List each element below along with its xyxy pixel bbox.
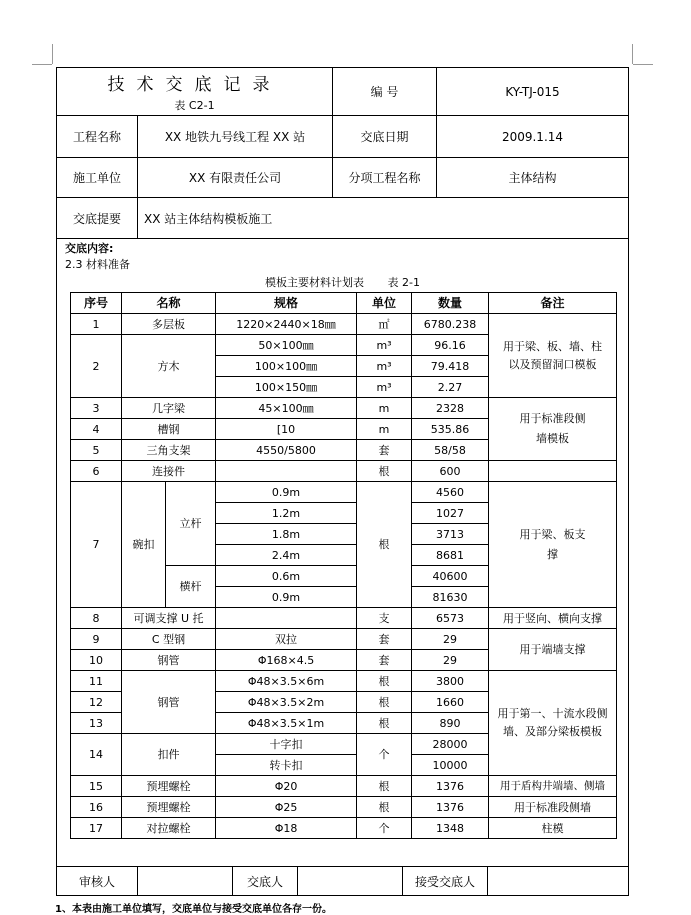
material-spec: 双拉 xyxy=(216,629,357,650)
material-unit: 支 xyxy=(357,608,412,629)
material-spec: 十字扣 xyxy=(216,734,357,755)
material-qty: 2328 xyxy=(412,398,489,419)
material-spec: 2.4m xyxy=(216,545,357,566)
row-number: 6 xyxy=(71,461,122,482)
receiver-signature xyxy=(487,867,628,895)
material-qty: 890 xyxy=(412,713,489,734)
row-number: 5 xyxy=(71,440,122,461)
material-qty: 6573 xyxy=(412,608,489,629)
material-name: 钢管 xyxy=(122,671,216,734)
reviewer-signature xyxy=(137,867,232,895)
col-header: 备注 xyxy=(489,293,617,314)
table-row xyxy=(71,461,617,482)
material-spec: Φ48×3.5×2m xyxy=(216,692,357,713)
row-number: 17 xyxy=(71,818,122,839)
material-spec: Φ48×3.5×6m xyxy=(216,671,357,692)
material-spec: 4550/5800 xyxy=(216,440,357,461)
material-spec xyxy=(216,461,357,482)
material-name: 几字梁 xyxy=(122,398,216,419)
signature-row xyxy=(57,866,628,895)
material-remark: 用于第一、十流水段侧墙、及部分梁板模板 xyxy=(489,671,617,776)
row-number: 15 xyxy=(71,776,122,797)
material-unit: 套 xyxy=(357,440,412,461)
material-spec: Φ168×4.5 xyxy=(216,650,357,671)
company-row xyxy=(57,158,628,198)
material-unit: m³ xyxy=(357,356,412,377)
material-spec: 1.2m xyxy=(216,503,357,524)
row-number: 11 xyxy=(71,671,122,692)
subproject-value: 主体结构 xyxy=(436,158,628,197)
col-header: 数量 xyxy=(412,293,489,314)
material-spec: 0.6m xyxy=(216,566,357,587)
material-spec: Φ18 xyxy=(216,818,357,839)
material-spec: 100×100㎜ xyxy=(216,356,357,377)
subproject-label: 分项工程名称 xyxy=(332,158,436,197)
material-spec: 0.9m xyxy=(216,482,357,503)
material-spec: [10 xyxy=(216,419,357,440)
material-qty: 10000 xyxy=(412,755,489,776)
project-label: 工程名称 xyxy=(72,130,121,144)
material-qty: 1376 xyxy=(412,797,489,818)
material-name: 预埋螺栓 xyxy=(122,797,216,818)
company-label: 施工单位 xyxy=(72,171,121,185)
material-unit: m³ xyxy=(357,377,412,398)
col-header: 单位 xyxy=(357,293,412,314)
material-unit: 根 xyxy=(357,692,412,713)
material-spec: Φ20 xyxy=(216,776,357,797)
material-qty: 40600 xyxy=(412,566,489,587)
material-remark: 柱模 xyxy=(489,818,617,839)
col-header: 名称 xyxy=(122,293,216,314)
material-qty: 96.16 xyxy=(412,335,489,356)
material-name: 预埋螺栓 xyxy=(122,776,216,797)
material-qty: 1660 xyxy=(412,692,489,713)
table-row xyxy=(71,398,617,419)
material-remark: 用于竖向、横向支撑 xyxy=(489,608,617,629)
page-title: 技术交底记录 xyxy=(107,75,282,95)
row-number: 13 xyxy=(71,713,122,734)
record-form xyxy=(56,67,629,896)
form-number: 表 C2-1 xyxy=(174,99,215,112)
material-subname: 横杆 xyxy=(166,566,216,608)
material-spec: 50×100㎜ xyxy=(216,335,357,356)
date-value: 2009.1.14 xyxy=(436,116,628,157)
row-number: 12 xyxy=(71,692,122,713)
row-number: 2 xyxy=(71,335,122,398)
material-remark: 用于标准段侧墙模板 xyxy=(489,398,617,461)
table-row xyxy=(71,818,617,839)
row-number: 14 xyxy=(71,734,122,776)
company-value: XX 有限责任公司 xyxy=(137,158,332,197)
material-unit: m xyxy=(357,398,412,419)
row-number: 4 xyxy=(71,419,122,440)
material-name: 连接件 xyxy=(122,461,216,482)
material-qty: 3713 xyxy=(412,524,489,545)
project-value: XX 地铁九号线工程 XX 站 xyxy=(137,116,332,157)
code-value: KY-TJ-015 xyxy=(436,68,628,115)
project-row xyxy=(57,116,628,158)
material-remark: 用于盾构井端墙、侧墙 xyxy=(489,776,617,797)
material-unit: m³ xyxy=(357,335,412,356)
col-header: 序号 xyxy=(71,293,122,314)
table-header-row xyxy=(71,293,617,314)
material-name: 方木 xyxy=(122,335,216,398)
material-qty: 81630 xyxy=(412,587,489,608)
material-remark xyxy=(489,461,617,482)
material-unit: 根 xyxy=(357,671,412,692)
row-number: 3 xyxy=(71,398,122,419)
row-number: 16 xyxy=(71,797,122,818)
material-spec: 转卡扣 xyxy=(216,755,357,776)
table-row xyxy=(71,629,617,650)
material-qty: 79.418 xyxy=(412,356,489,377)
material-unit: ㎡ xyxy=(357,314,412,335)
code-label: 编 号 xyxy=(332,68,436,115)
table-row xyxy=(71,671,617,692)
material-remark: 用于梁、板、墙、柱以及预留洞口模板 xyxy=(489,314,617,398)
reviewer-label: 审核人 xyxy=(78,874,115,889)
material-spec: 0.9m xyxy=(216,587,357,608)
material-spec: 1220×2440×18㎜ xyxy=(216,314,357,335)
material-unit: m xyxy=(357,419,412,440)
material-name: C 型钢 xyxy=(122,629,216,650)
table-row xyxy=(71,482,617,503)
corner-mark xyxy=(632,44,633,64)
material-qty: 4560 xyxy=(412,482,489,503)
corner-mark xyxy=(52,44,53,64)
material-qty: 535.86 xyxy=(412,419,489,440)
material-qty: 28000 xyxy=(412,734,489,755)
row-number: 7 xyxy=(71,482,122,608)
material-name: 三角支架 xyxy=(122,440,216,461)
material-name: 对拉螺栓 xyxy=(122,818,216,839)
presenter-signature xyxy=(297,867,402,895)
receiver-label: 接受交底人 xyxy=(402,867,487,895)
material-qty: 1376 xyxy=(412,776,489,797)
col-header: 规格 xyxy=(216,293,357,314)
material-qty: 29 xyxy=(412,629,489,650)
material-remark: 用于端墙支撑 xyxy=(489,629,617,671)
material-unit: 个 xyxy=(357,818,412,839)
date-label: 交底日期 xyxy=(332,116,436,157)
table-caption xyxy=(57,274,628,290)
material-subname: 立杆 xyxy=(166,482,216,566)
presenter-label: 交底人 xyxy=(232,867,297,895)
row-number: 9 xyxy=(71,629,122,650)
material-spec: 45×100㎜ xyxy=(216,398,357,419)
material-unit: 根 xyxy=(357,797,412,818)
content-heading: 交底内容: xyxy=(65,242,114,255)
material-name: 钢管 xyxy=(122,650,216,671)
material-name: 多层板 xyxy=(122,314,216,335)
material-qty: 3800 xyxy=(412,671,489,692)
material-spec xyxy=(216,608,357,629)
title-cell xyxy=(57,68,332,115)
table-caption-text: 模板主要材料计划表 xyxy=(265,276,365,289)
row-number: 10 xyxy=(71,650,122,671)
table-row xyxy=(71,776,617,797)
table-row xyxy=(71,797,617,818)
material-unit: 根 xyxy=(357,461,412,482)
row-number: 1 xyxy=(71,314,122,335)
material-remark: 用于标准段侧墙 xyxy=(489,797,617,818)
material-name: 槽钢 xyxy=(122,419,216,440)
material-unit: 套 xyxy=(357,650,412,671)
material-qty: 6780.238 xyxy=(412,314,489,335)
summary-label: 交底提要 xyxy=(72,211,121,226)
title-row xyxy=(57,68,628,116)
corner-mark xyxy=(32,64,52,65)
material-spec: 1.8m xyxy=(216,524,357,545)
material-qty: 600 xyxy=(412,461,489,482)
material-unit: 根 xyxy=(357,776,412,797)
material-qty: 1348 xyxy=(412,818,489,839)
corner-mark xyxy=(633,64,653,65)
section-heading: 2.3 材料准备 xyxy=(65,258,130,271)
materials-table xyxy=(70,292,617,839)
material-qty: 8681 xyxy=(412,545,489,566)
material-spec: Φ25 xyxy=(216,797,357,818)
material-spec: 100×150㎜ xyxy=(216,377,357,398)
material-qty: 1027 xyxy=(412,503,489,524)
summary-row xyxy=(57,198,628,239)
table-row xyxy=(71,608,617,629)
material-unit: 根 xyxy=(357,482,412,608)
footnote: 1、本表由施工单位填写，交底单位与接受交底单位各存一份。 xyxy=(55,904,332,915)
material-name: 可调支撑 U 托 xyxy=(122,608,216,629)
table-number: 表 2-1 xyxy=(387,276,420,289)
summary-value: XX 站主体结构模板施工 xyxy=(137,198,628,238)
material-unit: 根 xyxy=(357,713,412,734)
row-number: 8 xyxy=(71,608,122,629)
material-remark: 用于梁、板支撑 xyxy=(489,482,617,608)
material-spec: Φ48×3.5×1m xyxy=(216,713,357,734)
table-row xyxy=(71,314,617,335)
material-qty: 58/58 xyxy=(412,440,489,461)
material-name: 碗扣 xyxy=(122,482,166,608)
material-qty: 2.27 xyxy=(412,377,489,398)
material-unit: 个 xyxy=(357,734,412,776)
material-name: 扣件 xyxy=(122,734,216,776)
material-unit: 套 xyxy=(357,629,412,650)
material-qty: 29 xyxy=(412,650,489,671)
